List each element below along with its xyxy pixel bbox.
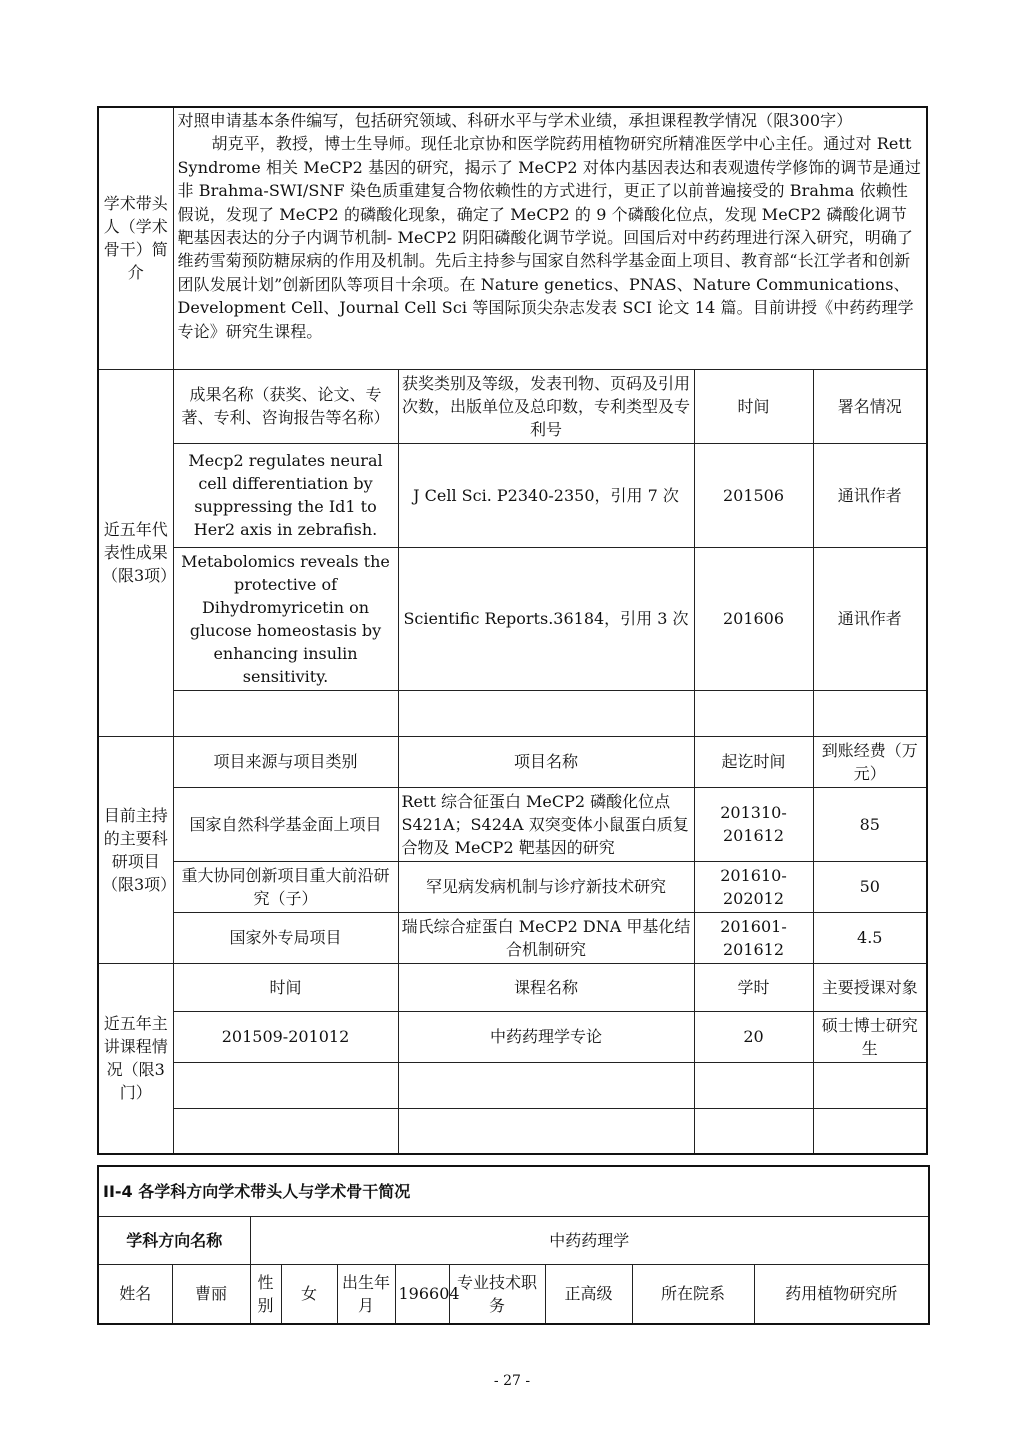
- table-row: [98, 1062, 927, 1108]
- achievements-header-detail: 获奖类别及等级，发表刊物、页码及引用次数，出版单位及总印数，专利类型及专利号: [398, 369, 694, 443]
- table-row: [98, 1011, 927, 1062]
- section-title: II-4 各学科方向学术带头人与学术骨干简况: [98, 1166, 929, 1216]
- project-source: 国家外专局项目: [173, 912, 398, 963]
- discipline-value: 中药药理学: [250, 1216, 929, 1264]
- name-label: 姓名: [98, 1264, 172, 1324]
- project-name: 罕见病发病机制与诊疗新技术研究: [398, 861, 694, 912]
- table-row: [98, 547, 927, 690]
- leader-summary-table: [97, 1165, 930, 1325]
- table-row: [98, 443, 927, 547]
- course-hours: [694, 1062, 813, 1108]
- course-name: [398, 1062, 694, 1108]
- project-source: 国家自然科学基金面上项目: [173, 787, 398, 861]
- achievements-header-author: 署名情况: [813, 369, 927, 443]
- achievements-label: 近五年代表性成果（限3项）: [98, 369, 173, 736]
- course-time: [173, 1062, 398, 1108]
- achievements-header-time: 时间: [694, 369, 813, 443]
- project-funds: 50: [813, 861, 927, 912]
- project-period: 201601-201612: [694, 912, 813, 963]
- name-value: 曹丽: [172, 1264, 250, 1324]
- intro-text-wrap: [178, 132, 923, 343]
- achievement-name: Metabolomics reveals the protective of Dihydromyricetin on glucose homeostasis by enhancing insulin sensitivity.: [173, 547, 398, 690]
- section-title-row: [98, 1166, 929, 1216]
- achievement-author: 通讯作者: [813, 547, 927, 690]
- projects-header-source: 项目来源与项目类别: [173, 736, 398, 787]
- project-period: 201310-201612: [694, 787, 813, 861]
- person-row: [98, 1264, 929, 1324]
- projects-header-period: 起讫时间: [694, 736, 813, 787]
- courses-header-hours: 学时: [694, 963, 813, 1011]
- project-period: 201610-202012: [694, 861, 813, 912]
- courses-header-audience: 主要授课对象: [813, 963, 927, 1011]
- page-number: - 27 -: [493, 1373, 531, 1389]
- project-name: Rett 综合征蛋白 MeCP2 磷酸化位点 S421A；S424A 双突变体小鼠蛋白质复合物及 MeCP2 靶基因的研究: [398, 787, 694, 861]
- achievement-time: 201606: [694, 547, 813, 690]
- projects-header-row: [98, 736, 927, 787]
- table-row: [98, 787, 927, 861]
- achievements-header-name: 成果名称（获奖、论文、专著、专利、咨询报告等名称）: [173, 369, 398, 443]
- project-source: 重大协同创新项目重大前沿研究（子）: [173, 861, 398, 912]
- intro-cell: [173, 107, 927, 369]
- course-audience: [813, 1062, 927, 1108]
- achievement-name: [173, 690, 398, 736]
- projects-header-name: 项目名称: [398, 736, 694, 787]
- table-row: [98, 912, 927, 963]
- project-funds: 4.5: [813, 912, 927, 963]
- profile-table: [97, 106, 928, 1155]
- course-hours: [694, 1108, 813, 1154]
- project-name: 瑞氏综合症蛋白 MeCP2 DNA 甲基化结合机制研究: [398, 912, 694, 963]
- discipline-label: 学科方向名称: [98, 1216, 250, 1264]
- title-value: 正高级: [545, 1264, 632, 1324]
- intro-text: 胡克平，教授，博士生导师。现任北京协和医学院药用植物研究所精准医学中心主任。通过对 Rett Syndrome 相关 MeCP2 基因的研究，揭示了 MeCP2 对体内基因表达和表观遗传学修饰的调节是通过非 Brahma-SWI/SNF 染色质重建复合物依赖性的方式进行，更正了以前普遍接受的 Brahma 依赖性假说，发现了 MeCP2 的磷酸化现象，确定了 MeCP2 的 9 个磷酸化位点，发现 MeCP2 磷酸化调节靶基因表达的分子内调节机制- MeCP2 阴阳磷酸化调节学说。回国后对中药药理进行深入研究，明确了维药雪菊预防糖尿病的作用及机制。先后主持参与国家自然科学基金面上项目、教育部“长江学者和创新团队发展计划”创新团队等项目十余项。在 Nature genetics、PNAS、Nature Communications、Development Cell、Journal Cell Sci 等国际顶尖杂志发表 SCI 论文 14 篇。目前讲授《中药药理学专论》研究生课程。: [177, 134, 921, 341]
- achievement-detail: Scientific Reports.36184，引用 3 次: [398, 547, 694, 690]
- achievement-name: Mecp2 regulates neural cell differentiation by suppressing the Id1 to Her2 axis in zebrafish.: [173, 443, 398, 547]
- course-name: 中药药理学专论: [398, 1011, 694, 1062]
- course-name: [398, 1108, 694, 1154]
- achievement-author: 通讯作者: [813, 443, 927, 547]
- course-time: [173, 1108, 398, 1154]
- course-audience: [813, 1108, 927, 1154]
- gender-value: 女: [281, 1264, 337, 1324]
- intro-label: 学术带头人（学术骨干）简介: [98, 107, 173, 369]
- courses-label: 近五年主讲课程情况（限3门）: [98, 963, 173, 1154]
- table-row: [98, 1108, 927, 1154]
- birth-label: 出生年月: [337, 1264, 395, 1324]
- achievement-detail: [398, 690, 694, 736]
- projects-label: 目前主持的主要科研项目（限3项）: [98, 736, 173, 963]
- achievement-author: [813, 690, 927, 736]
- achievement-time: 201506: [694, 443, 813, 547]
- table-row: [98, 861, 927, 912]
- dept-label: 所在院系: [632, 1264, 754, 1324]
- birth-value: 196604: [395, 1264, 449, 1324]
- course-time: 201509-201012: [173, 1011, 398, 1062]
- table-row: [98, 690, 927, 736]
- project-funds: 85: [813, 787, 927, 861]
- courses-header-row: [98, 963, 927, 1011]
- achievement-detail: J Cell Sci. P2340-2350，引用 7 次: [398, 443, 694, 547]
- discipline-row: [98, 1216, 929, 1264]
- intro-row: [98, 107, 927, 369]
- gender-label: 性别: [250, 1264, 281, 1324]
- course-audience: 硕士博士研究生: [813, 1011, 927, 1062]
- courses-header-name: 课程名称: [398, 963, 694, 1011]
- dept-value: 药用植物研究所: [754, 1264, 929, 1324]
- intro-instruction: 对照申请基本条件编写，包括研究领域、科研水平与学术业绩，承担课程教学情况（限300字）: [177, 111, 853, 130]
- course-hours: 20: [694, 1011, 813, 1062]
- projects-header-funds: 到账经费（万元）: [813, 736, 927, 787]
- title-label: 专业技术职务: [449, 1264, 545, 1324]
- achievements-header-row: [98, 369, 927, 443]
- courses-header-time: 时间: [173, 963, 398, 1011]
- achievement-time: [694, 690, 813, 736]
